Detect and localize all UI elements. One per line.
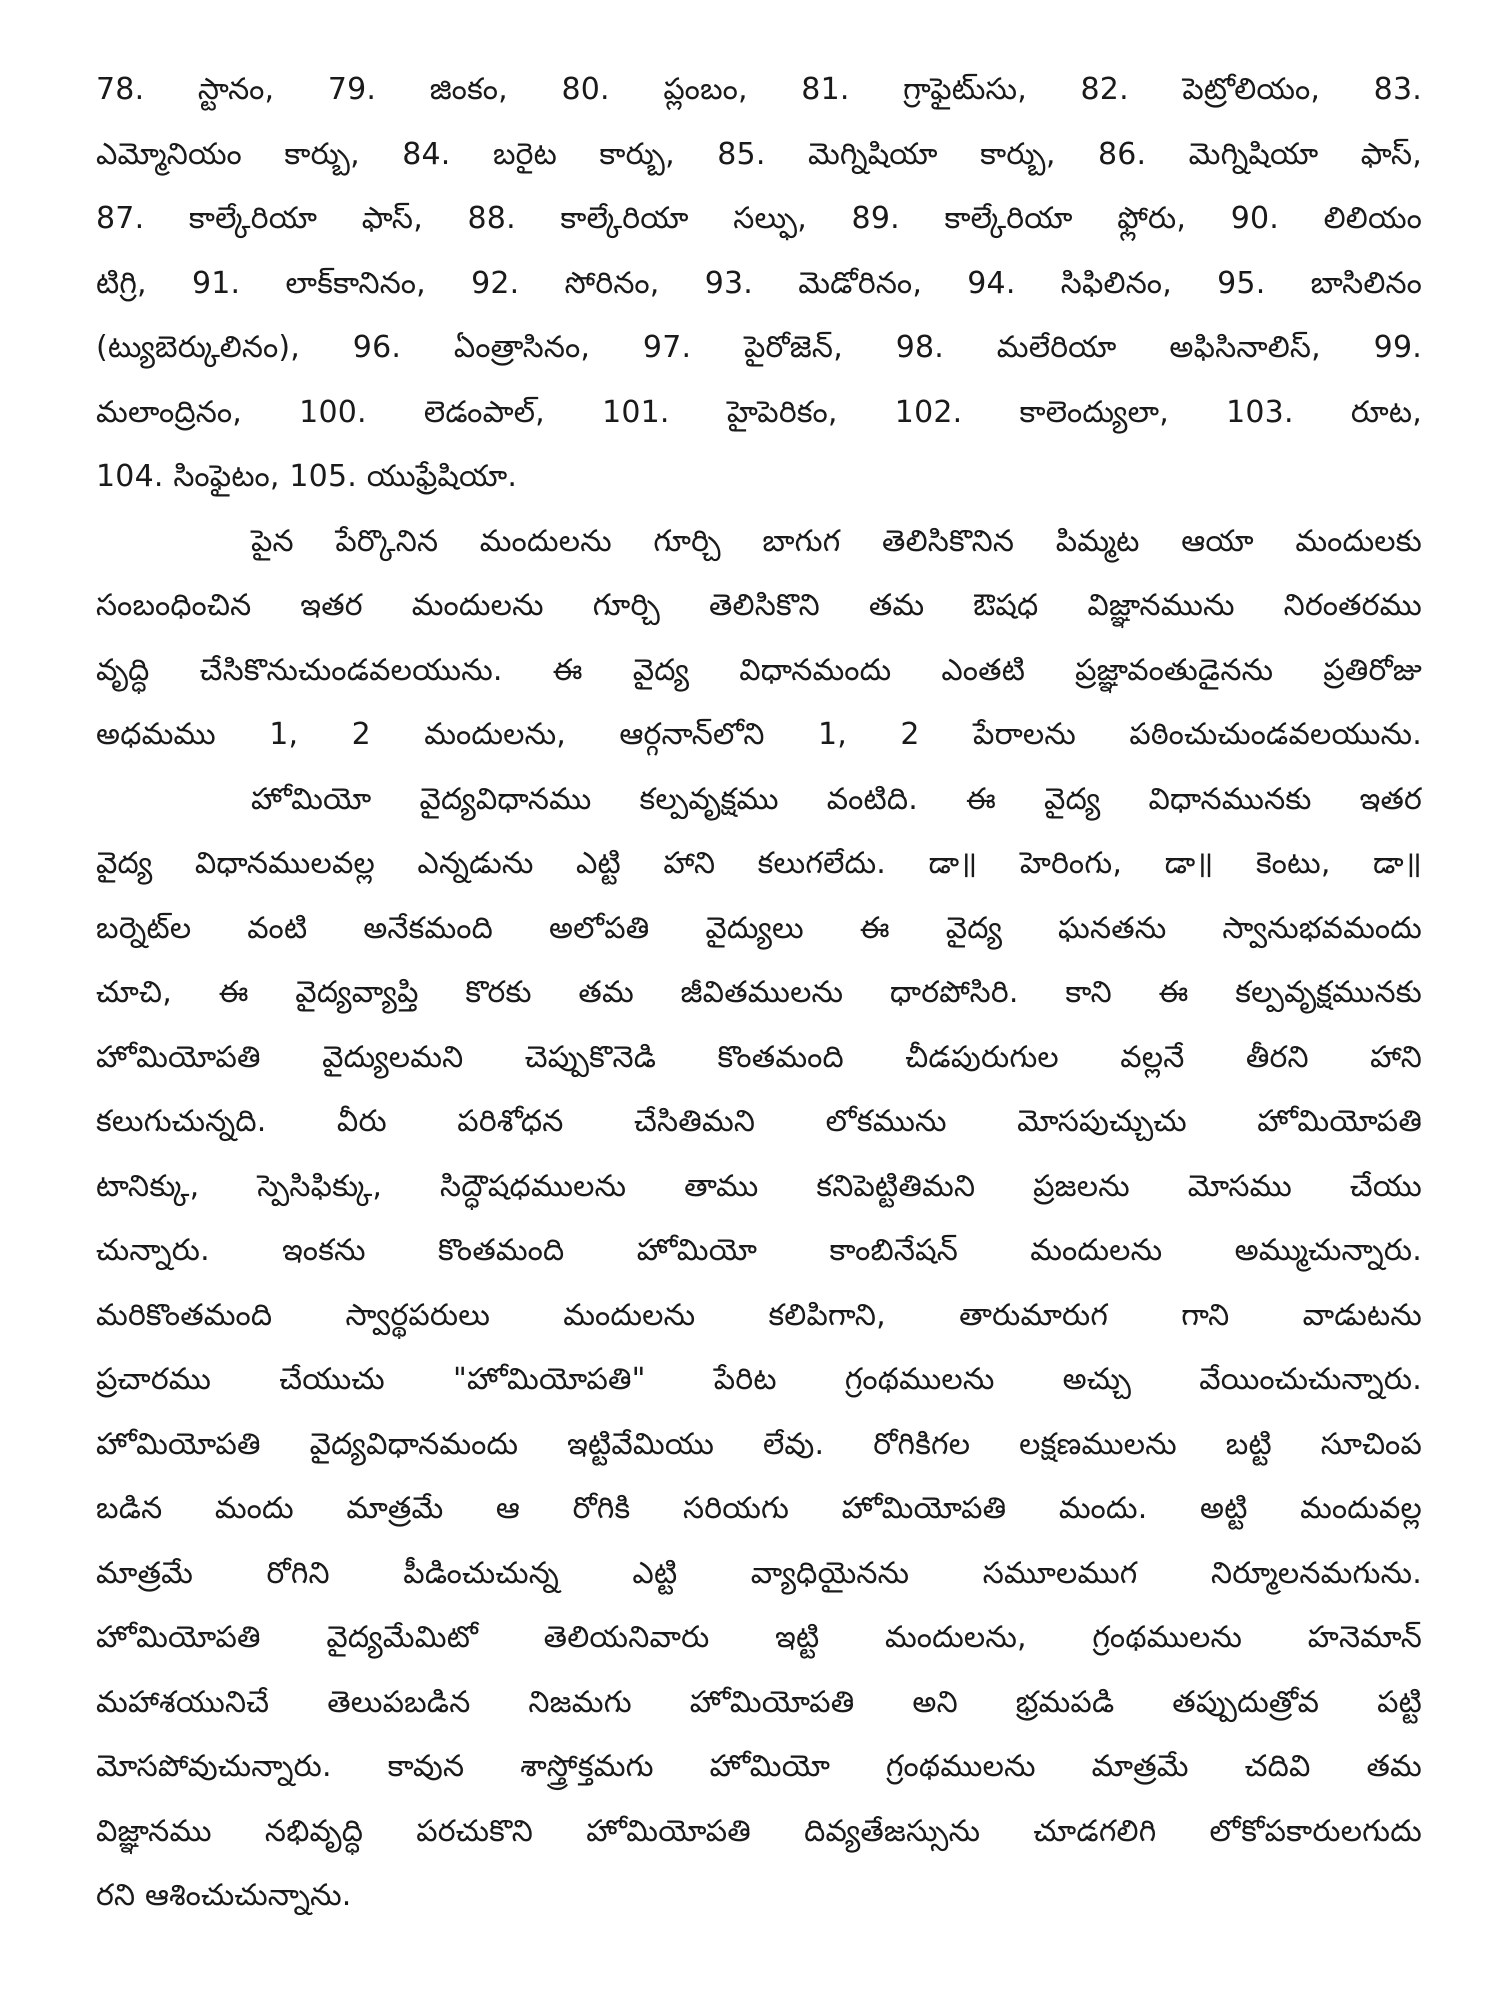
paragraph-line: వైద్య విధానములవల్ల ఎన్నడును ఎట్టి హాని కలుగలేదు. డా॥ హెరింగు, డా॥ కెంటు, డా॥ <box>96 846 1422 881</box>
paragraph-line: చున్నారు. ఇంకను కొంతమంది హోమియో కాంబినేషన్ మందులను అమ్ముచున్నారు. <box>96 1233 1422 1268</box>
remedy-list-line: 87. కాల్కేరియా ఫాస్, 88. కాల్కేరియా సల్ఫు, 89. కాల్కేరియా ఫ్లోరు, 90. లిలియం <box>96 201 1422 236</box>
paragraph-line: మరికొంతమంది స్వార్థపరులు మందులను కలిపిగాని, తారుమారుగ గాని వాడుటను <box>96 1297 1422 1333</box>
paragraph-line: హోమియోపతి వైద్యులమని చెప్పుకొనెడి కొంతమంది చీడపురుగుల వల్లనే తీరని హాని <box>96 1039 1422 1075</box>
remedy-list <box>96 58 1422 510</box>
remedy-list-line: 104. సింఫైటం, 105. యుఫ్రేషియా. <box>96 459 518 494</box>
paragraph-line: విజ్ఞానము నభివృద్ధి పరచుకొని హోమియోపతి దివ్యతేజస్సును చూడగలిగి లోకోపకారులగుదు <box>96 1813 1422 1849</box>
remedy-list-line: ఎమ్మోనియం కార్బు, 84. బరైట కార్బు, 85. మెగ్నిషియా కార్బు, 86. మెగ్నిషియా ఫాస్, <box>96 136 1422 172</box>
paragraph-line: హోమియోపతి వైద్యవిధానమందు ఇట్టివేమియు లేవు. రోగికిగల లక్షణములను బట్టి సూచింప <box>96 1426 1422 1462</box>
paragraph-line: టానిక్కు, స్పెసిఫిక్కు, సిద్ధౌషధములను తాము కనిపెట్టితిమని ప్రజలను మోసము చేయు <box>96 1168 1422 1204</box>
remedy-list-line: 78. స్టానం, 79. జింకం, 80. ప్లంబం, 81. గ్రాఫైటు్సు, 82. పెట్రోలియం, 83. <box>96 72 1422 107</box>
paragraph-line: బర్నెట్‌ల వంటి అనేకమంది అలోపతి వైద్యులు ఈ వైద్య ఘనతను స్వానుభవమందు <box>96 910 1422 946</box>
paragraph-line: కలుగుచున్నది. వీరు పరిశోధన చేసితిమని లోకమును మోసపుచ్చుచు హోమియోపతి <box>96 1104 1422 1139</box>
paragraph-line: సంబంధించిన ఇతర మందులను గూర్చి తెలిసికొని తమ ఔషధ విజ్ఞానమును నిరంతరము <box>96 588 1422 623</box>
paragraph-line: పైన పేర్కొనిన మందులను గూర్చి బాగుగ తెలిసికొనిన పిమ్మట ఆయా మందులకు <box>251 523 1422 559</box>
paragraph-line: చూచి, ఈ వైద్యవ్యాప్తి కొరకు తమ జీవితములను ధారపోసిరి. కాని ఈ కల్పవృక్షమునకు <box>96 975 1422 1010</box>
remedy-list-line: (ట్యుబెర్కులినం), 96. ఏంత్రాసినం, 97. పైరోజెన్, 98. మలేరియా అఫిసినాలిస్, 99. <box>96 330 1422 365</box>
paragraph-line: హోమియోపతి వైద్యమేమిటో తెలియనివారు ఇట్టి మందులను, గ్రంథములను హనెమాన్ <box>96 1620 1422 1655</box>
remedy-list-line: టిగ్రి, 91. లాక్‌కానినం, 92. సోరినం, 93. మెడోరినం, 94. సిఫిలినం, 95. బాసిలినం <box>96 265 1422 301</box>
paragraph-line: మహాశయునిచే తెలుపబడిన నిజమగు హోమియోపతి అని భ్రమపడి తప్పుదుత్రోవ పట్టి <box>96 1684 1422 1720</box>
paragraph-line: రని ఆశించుచున్నాను. <box>96 1878 352 1913</box>
paragraph-line: మోసపోవుచున్నారు. కావున శాస్త్రోక్తమగు హోమియో గ్రంథములను మాత్రమే చదివి తమ <box>96 1749 1422 1784</box>
paragraph-line: అధమము 1, 2 మందులను, ఆర్గనాన్‌లోని 1, 2 పేరాలను పఠించుచుండవలయును. <box>96 717 1422 752</box>
paragraph-line: బడిన మందు మాత్రమే ఆ రోగికి సరియగు హోమియోపతి మందు. అట్టి మందువల్ల <box>96 1491 1422 1526</box>
paragraph-line: ప్రచారము చేయుచు "హోమియోపతి" పేరిట గ్రంథములను అచ్చు వేయించుచున్నారు. <box>96 1362 1422 1397</box>
remedy-list-line: మలాంద్రినం, 100. లెడంపాల్, 101. హైపెరికం, 102. కాలెంద్యులా, 103. రూట, <box>96 394 1422 430</box>
paragraph-2 <box>96 768 1422 1929</box>
paragraph-line: వృద్ధి చేసికొనుచుండవలయును. ఈ వైద్య విధానమందు ఎంతటి ప్రజ్ఞావంతుడైనను ప్రతిరోజు <box>96 652 1422 688</box>
book-page <box>96 58 1422 1929</box>
paragraph-line: హోమియో వైద్యవిధానము కల్పవృక్షము వంటిది. ఈ వైద్య విధానమునకు ఇతర <box>251 781 1422 817</box>
paragraph-1 <box>96 510 1422 768</box>
paragraph-line: మాత్రమే రోగిని పీడించుచున్న ఎట్టి వ్యాధియైనను సమూలముగ నిర్మూలనమగును. <box>96 1555 1422 1591</box>
